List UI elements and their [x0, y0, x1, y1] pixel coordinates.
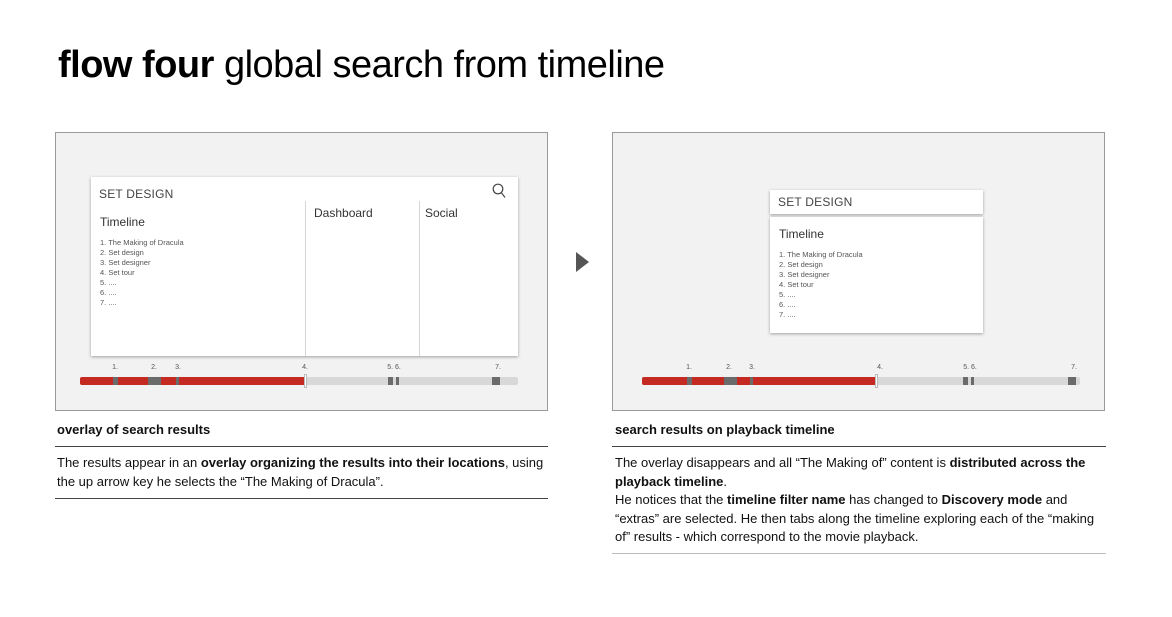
timeline-results-list — [100, 238, 184, 308]
caption-emphasis: Discovery mode — [941, 492, 1043, 507]
result-item[interactable]: 7. .... — [100, 298, 117, 307]
result-item[interactable]: 5. .... — [779, 290, 796, 299]
timeline-marker[interactable] — [388, 377, 393, 385]
caption-text: The overlay disappears and all “The Making of” content is — [615, 455, 950, 470]
divider — [55, 446, 548, 447]
page-title-rest: global search from timeline — [213, 44, 665, 86]
caption-text: . — [723, 473, 728, 489]
timeline-marker[interactable] — [113, 377, 118, 385]
caption-emphasis: distributed across the playback timeline — [615, 455, 1086, 489]
right-caption-title: search results on playback timeline — [615, 422, 835, 437]
caption-emphasis: timeline filter name — [727, 492, 846, 507]
divider — [612, 553, 1106, 554]
marker-label: 5. 6. — [963, 364, 977, 371]
timeline-played-progress — [642, 377, 877, 385]
search-icon[interactable] — [492, 183, 506, 199]
result-item[interactable]: 6. .... — [100, 288, 117, 297]
timeline-marker[interactable] — [396, 377, 399, 385]
timeline-marker[interactable] — [148, 377, 161, 385]
column-title-timeline[interactable]: Timeline — [779, 227, 824, 241]
result-item[interactable]: 2. Set design — [100, 248, 144, 257]
column-divider — [305, 201, 306, 356]
divider — [55, 498, 548, 499]
caption-text: , using the up arrow key he selects the “The Making of Dracula”. — [57, 455, 544, 489]
caption-text: The results appear in an — [57, 455, 201, 470]
marker-label: 7. — [495, 364, 501, 371]
timeline-marker[interactable] — [492, 377, 500, 385]
left-screen-mockup — [55, 132, 548, 411]
column-divider — [419, 201, 420, 356]
marker-label: 3. — [175, 364, 181, 371]
result-item[interactable]: 4. Set tour — [779, 280, 814, 289]
search-query[interactable]: SET DESIGN — [778, 195, 853, 209]
left-caption-body — [57, 454, 547, 491]
playback-timeline[interactable] — [80, 364, 518, 385]
marker-label: 3. — [749, 364, 755, 371]
column-title-timeline[interactable]: Timeline — [100, 215, 145, 229]
timeline-marker[interactable] — [1068, 377, 1076, 385]
result-item[interactable]: 5. .... — [100, 278, 117, 287]
result-item[interactable]: 2. Set design — [779, 260, 823, 269]
divider — [612, 446, 1106, 447]
caption-text: and “extras” are selected. He then tabs along the timeline exploring each of the “making of” results - which correspond to the movie playback. — [615, 492, 1095, 544]
left-caption-title: overlay of search results — [57, 422, 211, 437]
search-results-overlay — [91, 177, 518, 356]
timeline-playhead[interactable] — [875, 374, 878, 388]
marker-label: 1. — [686, 364, 692, 371]
caption-text: He notices that the — [615, 492, 728, 507]
timeline-marker[interactable] — [750, 377, 753, 385]
marker-label: 1. — [112, 364, 118, 371]
marker-label: 4. — [302, 364, 308, 371]
timeline-marker[interactable] — [176, 377, 179, 385]
right-screen-mockup — [612, 132, 1105, 411]
caption-text: has changed to — [845, 492, 942, 507]
right-caption-body — [615, 454, 1105, 547]
search-query[interactable]: SET DESIGN — [99, 187, 174, 201]
result-item[interactable]: 6. .... — [779, 300, 796, 309]
column-title-dashboard[interactable]: Dashboard — [314, 206, 373, 220]
timeline-marker[interactable] — [963, 377, 968, 385]
timeline-marker[interactable] — [687, 377, 692, 385]
marker-label: 7. — [1071, 364, 1077, 371]
marker-label: 5. 6. — [387, 364, 401, 371]
timeline-marker[interactable] — [724, 377, 737, 385]
page-title — [58, 44, 665, 87]
result-item[interactable]: 1. The Making of Dracula — [779, 250, 863, 259]
caption-emphasis: overlay organizing the results into their locations — [200, 455, 505, 470]
page-title-bold: flow four — [58, 44, 214, 86]
result-item[interactable]: 4. Set tour — [100, 268, 135, 277]
timeline-results-card — [770, 217, 983, 333]
marker-label: 2. — [151, 364, 157, 371]
playback-timeline[interactable] — [642, 364, 1080, 385]
timeline-marker[interactable] — [971, 377, 974, 385]
column-title-social[interactable]: Social — [425, 206, 458, 220]
result-item[interactable]: 1. The Making of Dracula — [100, 238, 184, 247]
timeline-results-list — [779, 250, 863, 320]
flow-arrow-icon — [576, 252, 589, 272]
marker-label: 4. — [877, 364, 883, 371]
marker-label: 2. — [726, 364, 732, 371]
search-bar[interactable] — [770, 190, 983, 214]
result-item[interactable]: 3. Set designer — [100, 258, 151, 267]
timeline-playhead[interactable] — [304, 374, 307, 388]
result-item[interactable]: 7. .... — [779, 310, 796, 319]
result-item[interactable]: 3. Set designer — [779, 270, 830, 279]
